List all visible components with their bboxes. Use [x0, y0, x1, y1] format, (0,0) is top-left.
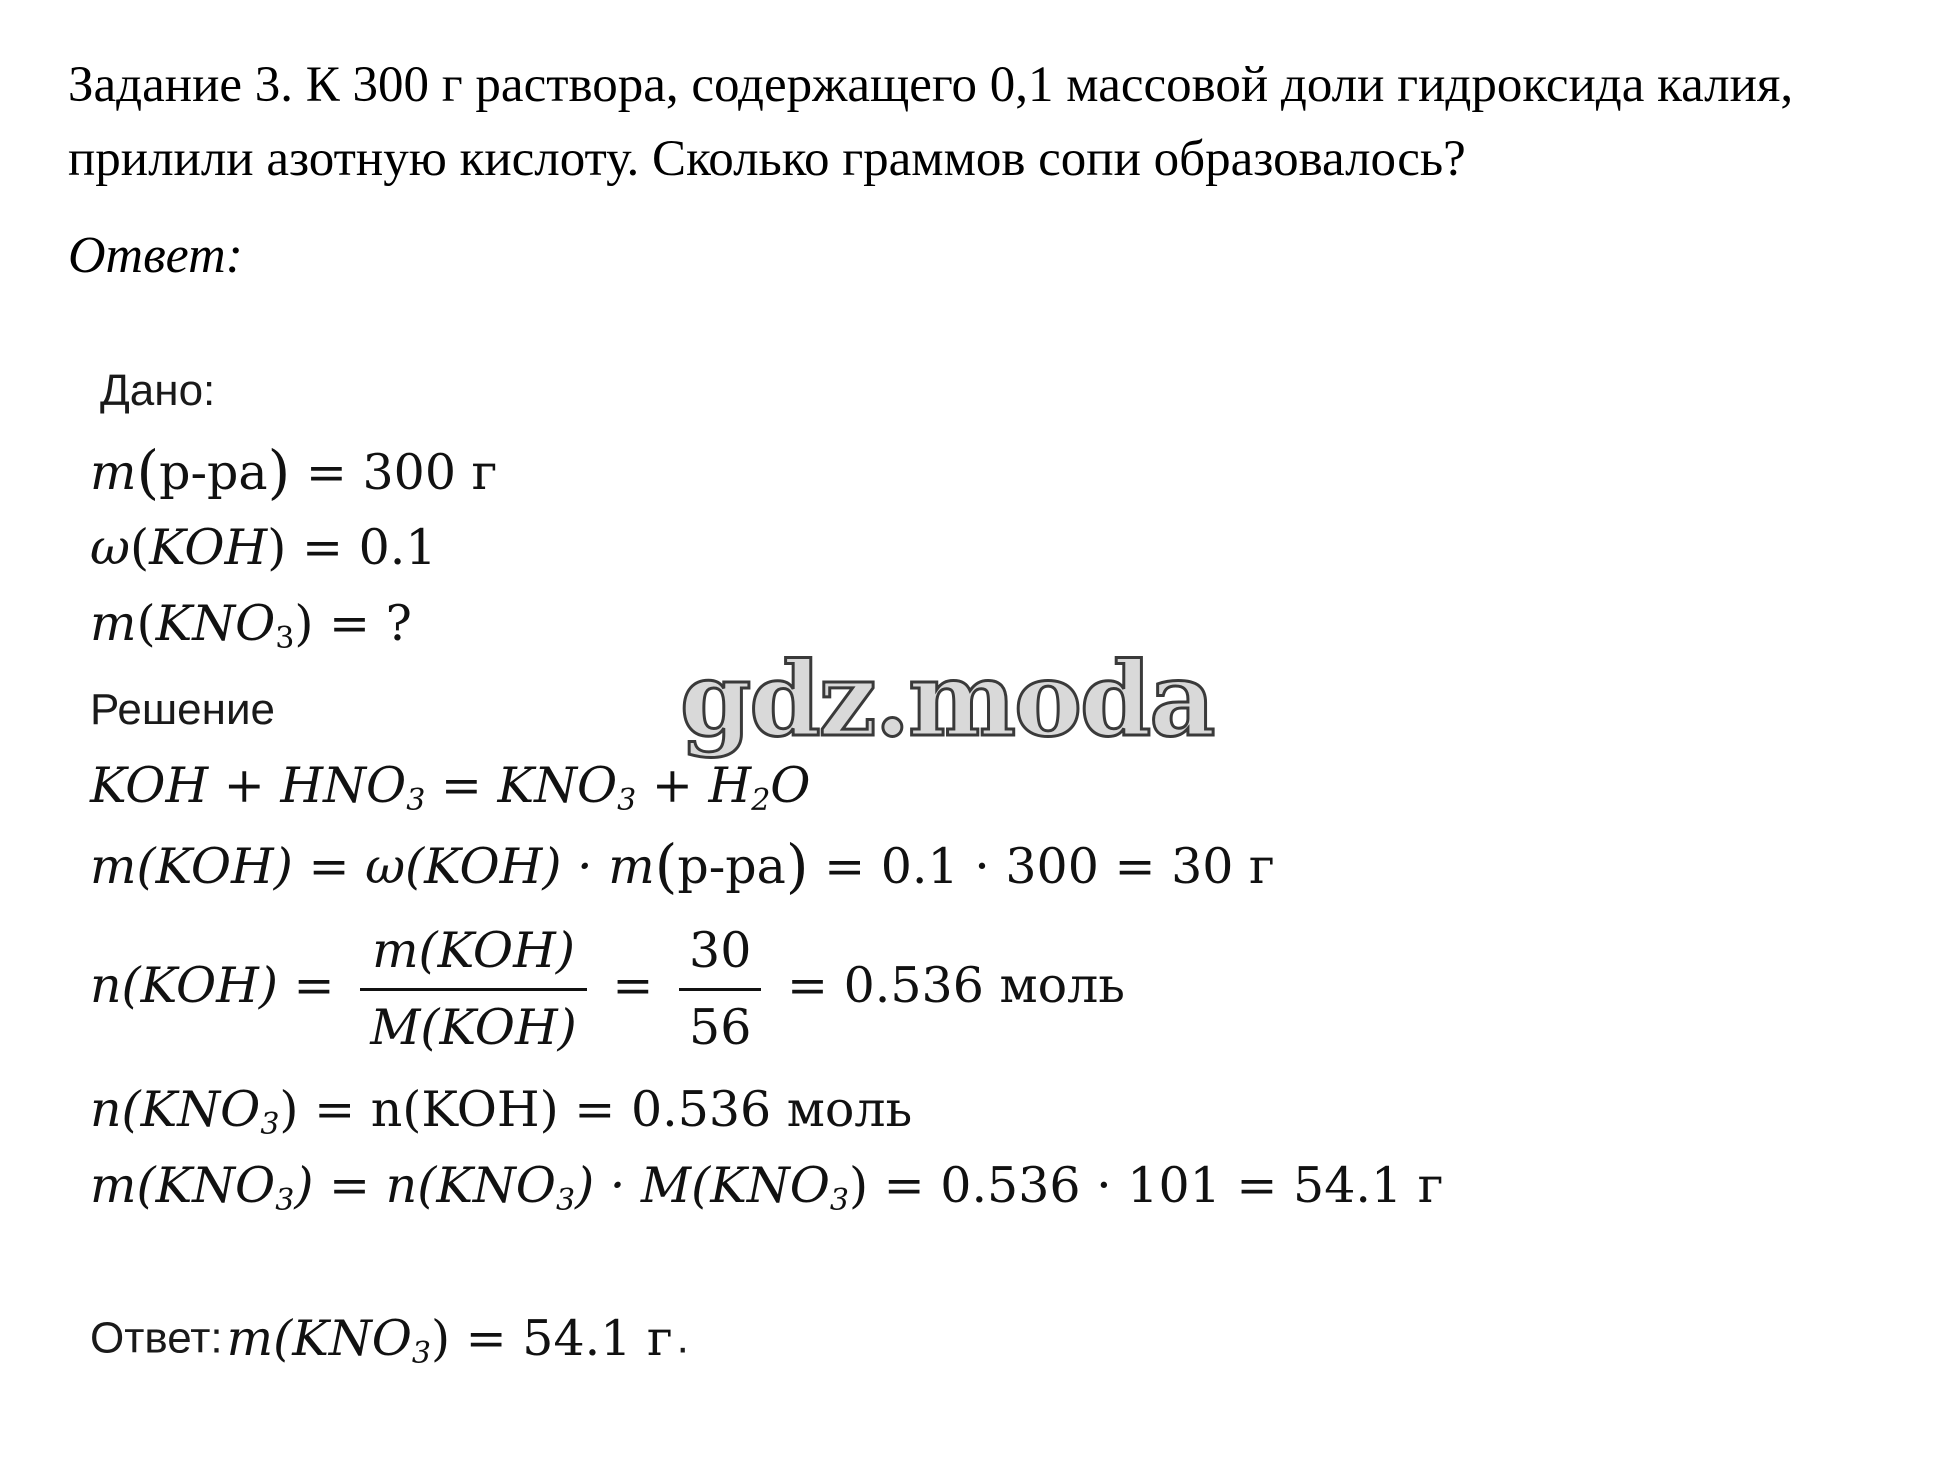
mass-kno3-result: ) = 0.536 · 101 = 54.1 г: [848, 1157, 1444, 1214]
moles-koh-lhs: n(KOH) =: [90, 957, 335, 1014]
final-answer: [90, 1310, 689, 1371]
fraction-denominator: M(KOH): [370, 999, 577, 1056]
mass-kno3-part: m(KNO: [90, 1157, 276, 1214]
given-mass-solution: m(р-ра) = 300 г: [90, 438, 498, 506]
subscript: 3: [275, 621, 295, 656]
given-mass-fraction: ω(KOH) = 0.1: [90, 519, 437, 576]
symbol-m: m: [90, 595, 137, 652]
reactants: KOH + HNO: [90, 757, 407, 814]
given-label: Дано:: [100, 366, 216, 415]
mass-koh-result: = 0.1 · 300 = 30 г: [824, 838, 1275, 895]
moles-koh-calc: [90, 920, 1125, 1059]
subscript: 3: [406, 783, 426, 818]
reaction-equation: [90, 756, 810, 816]
value-numerator: 30: [679, 920, 761, 991]
solution-label: Решение: [90, 685, 276, 734]
symbol-omega: ω: [90, 519, 130, 576]
product-1: = KNO: [425, 757, 618, 814]
fraction-values: [679, 920, 761, 1059]
fraction-mass-over-molar: [360, 920, 587, 1059]
final-answer-formula: m(KNO: [226, 1310, 412, 1367]
mass-kno3-part: ) = n(KNO: [294, 1157, 556, 1214]
formula-kno: KNO: [155, 595, 276, 652]
mass-kno3-calc: [90, 1156, 1443, 1216]
watermark-logo: gdz.moda: [680, 640, 1214, 760]
fraction-numerator: m(KOH): [360, 920, 587, 991]
subscript: 3: [275, 1183, 295, 1218]
moles-kno3-result: ) = n(KOH) = 0.536 моль: [279, 1081, 913, 1138]
value-unknown: = ?: [329, 595, 412, 652]
moles-koh-result: = 0.536 моль: [786, 957, 1125, 1014]
mass-kno3-part: ) · M(KNO: [575, 1157, 830, 1214]
value-denominator: 56: [689, 999, 752, 1056]
subscript: 3: [411, 1336, 431, 1371]
product-2-end: O: [770, 757, 811, 814]
arg-solution: р-ра: [677, 838, 786, 895]
final-answer-dot: .: [676, 1313, 689, 1363]
mass-koh-calc: m(KOH) = ω(KOH) · m(р-ра) = 0.1 · 300 = 30 г: [90, 832, 1275, 900]
subscript: 2: [751, 783, 771, 818]
mass-koh-lhs: m(KOH) = ω(KOH) · m: [90, 838, 655, 895]
equals-sign: =: [612, 957, 654, 1014]
given-unknown-mass: $m(KNO_3)$ = ?: [90, 595, 412, 656]
value-300g: = 300 г: [305, 444, 498, 501]
subscript: 3: [617, 783, 637, 818]
symbol-m: m: [90, 444, 137, 501]
moles-kno3-lhs: n(KNO: [90, 1081, 261, 1138]
final-answer-value: ) = 54.1 г: [430, 1310, 673, 1367]
task-text: Задание 3. К 300 г раствора, содержащего 0,1 массовой доли гидроксида калия, прилили азотную кислоту. Сколько граммов сопи образовалось?: [68, 57, 1794, 187]
arg-solution: р-ра: [159, 444, 268, 501]
value-0-1: = 0.1: [302, 519, 437, 576]
final-answer-label: Ответ:: [90, 1313, 223, 1363]
subscript: 3: [260, 1107, 280, 1142]
answer-heading: Ответ:: [68, 227, 243, 284]
moles-kno3-calc: [90, 1080, 912, 1140]
subscript: 3: [829, 1183, 849, 1218]
product-2: + H: [636, 757, 752, 814]
formula-koh: KOH: [149, 519, 268, 576]
subscript: 3: [555, 1183, 576, 1218]
